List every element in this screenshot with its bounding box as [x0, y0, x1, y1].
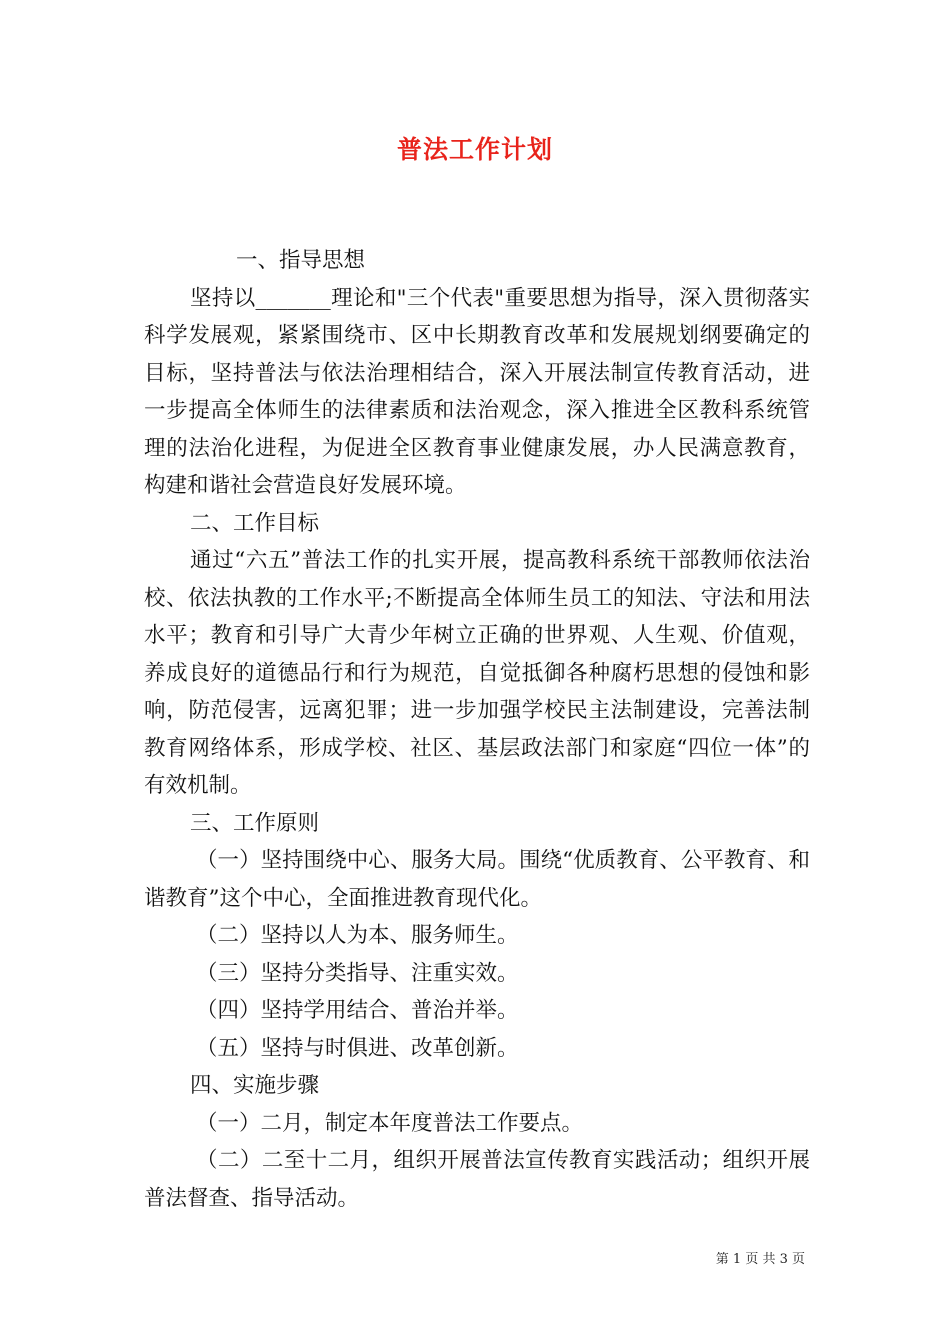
section-heading-guiding-ideology: 一、指导思想: [236, 248, 366, 273]
section-heading-implementation-steps: 四、实施步骤: [190, 1073, 320, 1098]
step-item-1: （一）二月，制定本年度普法工作要点。: [196, 1110, 584, 1136]
section-heading-work-principles: 三、工作原则: [190, 810, 320, 836]
section-heading-work-goals: 二、工作目标: [190, 510, 320, 536]
page-number: 第 1 页 共 3 页: [715, 1252, 805, 1267]
principle-item-4: （四）坚持学用结合、普治并举。: [196, 998, 519, 1023]
principle-item-3: （三）坚持分类指导、注重实效。: [196, 960, 519, 986]
paragraph-work-goals: 通过“六五”普法工作的扎实开展，提高教科系统干部教师依法治校、依法执教的工作水平;不断提高全体师生员工的知法、守法和用法水平；教育和引导广大青少年树立正确的世界观、人生观、价值观，养成良好的道德品行和行为规范，自觉抵御各种腐朽思想的侵蚀和影响，防范侵害，远离犯罪；进一步加强学校民主法制建设，完善法制教育网络体系，形成学校、社区、基层政法部门和家庭“四位一体”的有效机制。: [144, 548, 810, 798]
principle-item-1: （一）坚持围绕中心、服务大局。围绕“优质教育、公平教育、和谐教育”这个中心，全面推进教育现代化。: [144, 848, 810, 911]
step-item-2: （二）二至十二月，组织开展普法宣传教育实践活动；组织开展普法督查、指导活动。: [144, 1148, 810, 1211]
document-title: 普法工作计划: [396, 135, 553, 164]
principle-item-2: （二）坚持以人为本、服务师生。: [196, 923, 519, 948]
paragraph-guiding-ideology: 坚持以_______理论和"三个代表"重要思想为指导，深入贯彻落实科学发展观，紧紧围绕市、区中长期教育改革和发展规划纲要确定的目标，坚持普法与依法治理相结合，深入开展法制宣传教育活动，进一步提高全体师生的法律素质和法治观念，深入推进全区教科系统管理的法治化进程，为促进全区教育事业健康发展，办人民满意教育，构建和谐社会营造良好发展环境。: [144, 285, 810, 498]
document-body: [144, 242, 810, 1217]
principle-item-5: （五）坚持与时俱进、改革创新。: [196, 1035, 519, 1061]
